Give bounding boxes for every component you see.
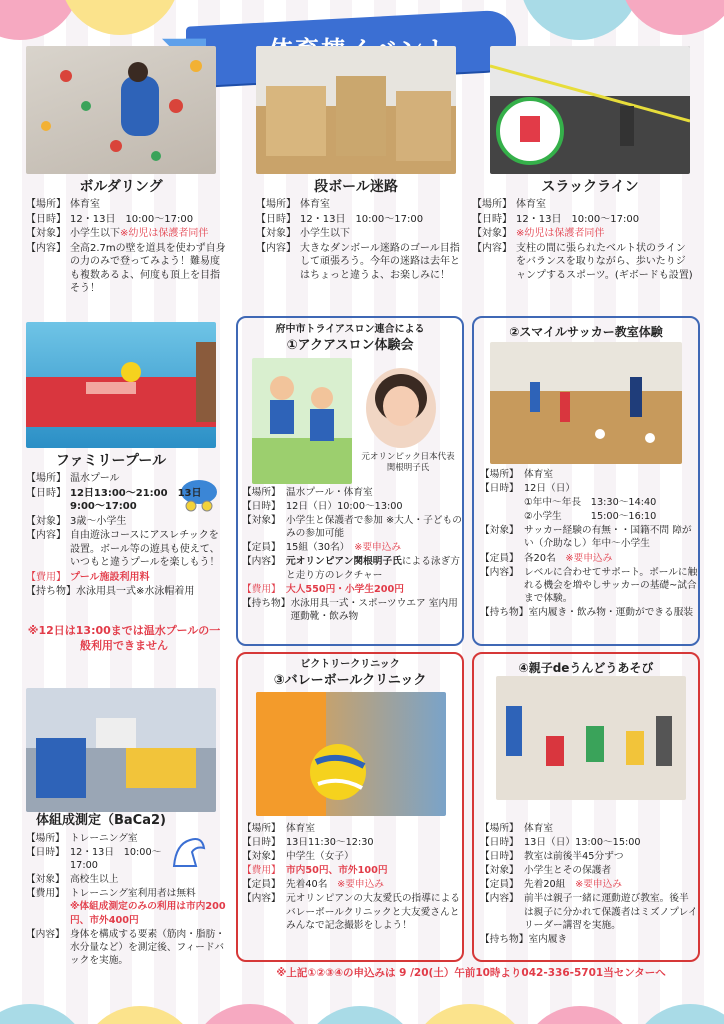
aquathlon-subtitle: 府中市トライアスロン連合による xyxy=(275,324,425,335)
runners-illustration xyxy=(252,358,352,484)
maze-title: 段ボール迷路 xyxy=(314,179,398,195)
maze-info: 【場所】 体育室 【日時】 12・13日 10:00～17:00 【対象】 小学生以下 【内容】 大きなダンボール迷路のゴール目指して頑張ろう。今年の迷路は去年とはちょっと違うよ、お楽しみに！ xyxy=(256,199,460,281)
bodycomp-photo xyxy=(26,688,216,812)
soccer-info: 【場所】 体育室 【日時】 12日（日） ①年中～年長 13:30～14:40 ②小学生 15:00～16:10 【対象】 サッカー経験の有無・・国籍不問 障がい（介助なし）年中～小学生 【定員】 各20名 ※要申込み 【内容】 レベルに合わせてサポート。ボールに触れる機会を増やしサッカーの基礎~試合まで体験。 【持ち物】 室内履き・飲み物・運動ができる服装 xyxy=(480,469,698,618)
athlete-caption: 元オリンピック日本代表 関根明子氏 xyxy=(361,452,455,474)
oyako-title: ④親子deうんどうあそび xyxy=(518,661,654,675)
volley-title: ③バレーボールクリニック xyxy=(273,672,427,688)
athlete-portrait xyxy=(366,368,436,448)
cardboard-maze-photo xyxy=(256,46,456,174)
volley-info: 【場所】 体育室 【日時】 13日11:30～12:30 【対象】 中学生（女子） 【費用】 市内50円、市外100円 【定員】 先着40名 ※要申込み 【内容】 元オリンピアンの大友愛氏の指導によるバレーボールクリニックと大友愛さんとみんなで記念撮影をしよう！ xyxy=(242,823,460,931)
soccer-photo xyxy=(490,342,682,464)
soccer-title: ②スマイルサッカー教室体験 xyxy=(509,325,663,339)
application-note: ※上記①②③④の申込みは 9 /20(土）午前10時より042-336-5701当センターへ xyxy=(276,967,666,979)
bottom-scallop-decoration xyxy=(0,984,724,1024)
bouldering-info: 【場所】 体育室 【日時】 12・13日 10:00～17:00 【対象】 小学生以下※幼児は保護者同伴 【内容】 全高2.7mの壁を道具を使わず自身の力のみで登ってみよう！難易度も複数あるよ、何度も頂上を目指そう！ xyxy=(26,199,226,294)
aquathlon-info: 【場所】 温水プール・体育室 【日時】 12日（日）10:00～13:00 【対象】 小学生と保護者で参加 ※大人・子どものみの参加可能 【定員】 15組（30名） ※要申込み 【内容】 元オリンピアン関根明子氏による泳ぎ方と走り方のレクチャー 【費用】 大人550円・小学生200円 【持ち物】 水泳用具一式・スポーツウエア 室内用運動靴・飲み物 xyxy=(242,487,462,622)
pool-info: 【場所】 温水プール 【日時】 12日13:00～21:00 13日 9:00～17:00 【対象】 3歳～小学生 【内容】 自由遊泳コースにアスレチックを設置。ボール等の遊具も使えて、いつもと違うプールを楽しもう！ 【費用】 プール施設利用料 【持ち物】 水泳用具一式※水泳帽着用 xyxy=(26,473,220,597)
bodycomp-info: 【場所】 トレーニング室 【日時】 12・13日 10:00～17:00 【対象】 高校生以上 【費用】 トレーニング室利用者は無料 ※体組成測定のみの利用は市内200円、市外400円 【内容】 身体を構成する要素（筋肉・脂肪・水分量など）を測定後、フィードバックを実施。 xyxy=(26,833,226,966)
aquathlon-title: ①アクアスロン体験会 xyxy=(286,337,414,353)
volleyball-photo xyxy=(256,692,446,816)
oyako-photo xyxy=(496,676,686,800)
pool-photo xyxy=(26,322,216,448)
oyako-info: 【場所】 体育室 【日時】 13日（日）13:00～15:00 【日時】 教室は前後半45分ずつ 【対象】 小学生とその保護者 【定員】 先着20組 ※要申込み 【内容】 前半は親子一緒に運動遊び教室。後半は親子に分かれて保護者はミズノプレイリーダー講習を実施。 【持ち物】 室内履き xyxy=(480,823,698,945)
volley-subtitle: ビクトリークリニック xyxy=(300,659,400,670)
pool-warning: ※12日は13:00までは温水プールの一般利用できません xyxy=(27,624,221,652)
slackline-info: 【場所】 体育室 【日時】 12・13日 10:00～17:00 【対象】 ※幼児は保護者同伴 【内容】 支柱の間に張られたベルト状のラインをバランスを取りながら、歩いたりジャンプするスポーツ。(ギボードも設置) xyxy=(472,199,693,281)
bodycomp-title: 体組成測定（BaCa2) xyxy=(36,813,166,828)
slackline-title: スラックライン xyxy=(541,179,639,195)
slackline-photo xyxy=(490,46,690,174)
bouldering-title: ボルダリング xyxy=(79,179,163,195)
pool-title: ファミリープール xyxy=(55,453,167,469)
bouldering-photo xyxy=(26,46,216,174)
